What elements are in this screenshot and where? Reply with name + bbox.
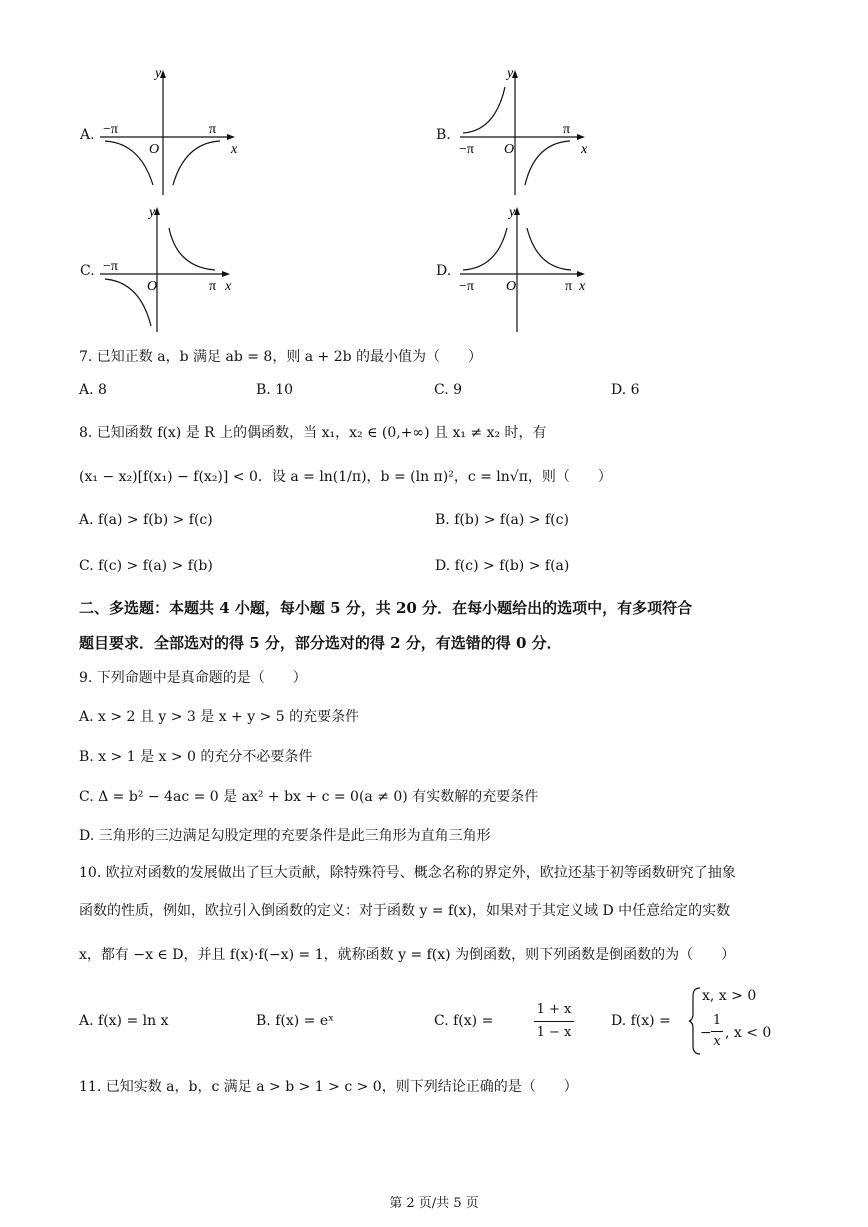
graph-a-x: x: [231, 142, 238, 157]
q10-option-c-numerator: 1 + x: [536, 1002, 572, 1017]
q10-option-c-fraction-bar: [534, 1021, 574, 1022]
q10-line2: 函数的性质，例如，欧拉引入倒函数的定义：对于函数 y = f(x)，如果对于其定义域 D 中任意给定的实数: [79, 903, 731, 919]
section2-heading-line2: 题目要求．全部选对的得 5 分，部分选对的得 2 分，有选错的得 0 分．: [79, 634, 562, 652]
q10-option-d-case1: x, x > 0: [702, 988, 757, 1004]
graph-c-y: y: [149, 205, 156, 220]
graph-c-label: C.: [80, 263, 95, 279]
q7-option-c: C. 9: [434, 382, 463, 398]
graph-a-origin: O: [149, 142, 160, 157]
q10-line1: 10. 欧拉对函数的发展做出了巨大贡献，除特殊符号、概念名称的界定外，欧拉还基于初等函数研究了抽象: [79, 865, 736, 881]
q10-option-d-case2-minus: −: [700, 1025, 712, 1041]
q10-option-d-prefix: D. f(x) =: [611, 1013, 671, 1029]
page-footer: 第 2 页/共 5 页: [389, 1196, 479, 1211]
graph-b: [455, 65, 605, 200]
q10-option-d-case2-condition: , x < 0: [725, 1025, 772, 1041]
graph-d-neg-pi: −π: [459, 279, 474, 294]
q7-stem: 7. 已知正数 a，b 满足 ab = 8，则 a + 2b 的最小值为（ ）: [79, 349, 483, 365]
graph-a-neg-pi: −π: [103, 122, 118, 137]
section2-heading-line1: 二、多选题：本题共 4 小题，每小题 5 分，共 20 分．在每小题给出的选项中，有多项符合: [79, 599, 693, 617]
graph-b-y: y: [507, 66, 514, 81]
q8-option-d: D. f(c) > f(b) > f(a): [435, 558, 570, 574]
q9-option-c: C. Δ = b² − 4ac = 0 是 ax² + bx + c = 0(a ≠ 0) 有实数解的充要条件: [79, 789, 539, 805]
q8-line1: 8. 已知函数 f(x) 是 R 上的偶函数，当 x₁，x₂ ∈ (0,+∞) 且 x₁ ≠ x₂ 时，有: [79, 425, 547, 441]
graph-c-neg-pi: −π: [103, 259, 118, 274]
graph-b-x: x: [581, 142, 588, 157]
q10-option-d-case2-numerator: 1: [712, 1013, 722, 1028]
q8-option-a: A. f(a) > f(b) > f(c): [79, 512, 213, 528]
graph-a: [95, 65, 245, 200]
q9-option-a: A. x > 2 且 y > 3 是 x + y > 5 的充要条件: [79, 709, 360, 725]
q10-option-d-case2-denominator: x: [713, 1034, 721, 1049]
q8-option-b: B. f(b) > f(a) > f(c): [435, 512, 569, 528]
q10-option-d-brace: [688, 986, 702, 1056]
graph-d-x: x: [579, 279, 586, 294]
q9-option-b: B. x > 1 是 x > 0 的充分不必要条件: [79, 749, 313, 765]
graph-d-label: D.: [436, 263, 452, 279]
q7-option-a: A. 8: [79, 382, 107, 398]
q10-line3: x，都有 −x ∈ D，并且 f(x)·f(−x) = 1，就称函数 y = f(x) 为倒函数，则下列函数是倒函数的为（ ）: [79, 947, 736, 963]
graph-c-origin: O: [147, 279, 158, 294]
q9-stem: 9. 下列命题中是真命题的是（ ）: [79, 670, 307, 686]
q10-option-c-prefix: C. f(x) =: [434, 1013, 494, 1029]
q7-option-d: D. 6: [611, 382, 640, 398]
q10-option-a: A. f(x) = ln x: [79, 1013, 169, 1029]
graph-b-origin: O: [504, 142, 515, 157]
q7-option-b: B. 10: [256, 382, 294, 398]
q10-option-c-denominator: 1 − x: [536, 1025, 572, 1040]
graph-b-neg-pi: −π: [459, 142, 474, 157]
graph-a-y: y: [155, 66, 162, 81]
q8-option-c: C. f(c) > f(a) > f(b): [79, 558, 213, 574]
q9-option-d: D. 三角形的三边满足勾股定理的充要条件是此三角形为直角三角形: [79, 828, 491, 844]
graph-c-x: x: [225, 279, 232, 294]
graph-a-pi: π: [209, 122, 217, 137]
graph-d-pi: π: [565, 279, 573, 294]
graph-a-label: A.: [80, 127, 95, 143]
graph-d-origin: O: [506, 279, 517, 294]
graph-d-y: y: [509, 205, 516, 220]
graph-c: [95, 200, 245, 335]
graph-b-pi: π: [563, 122, 571, 137]
graph-b-label: B.: [436, 127, 451, 143]
q10-option-d-case2-bar: [711, 1031, 723, 1032]
graph-d: [455, 200, 605, 335]
graph-c-pi: π: [209, 279, 217, 294]
q11-stem: 11. 已知实数 a，b，c 满足 a > b > 1 > c > 0，则下列结论正确的是（ ）: [79, 1079, 578, 1095]
q10-option-b: B. f(x) = eˣ: [256, 1013, 335, 1029]
q8-line2: (x₁ − x₂)[f(x₁) − f(x₂)] < 0．设 a = ln(1/π)，b = (ln π)²，c = ln√π，则（ ）: [79, 469, 612, 485]
